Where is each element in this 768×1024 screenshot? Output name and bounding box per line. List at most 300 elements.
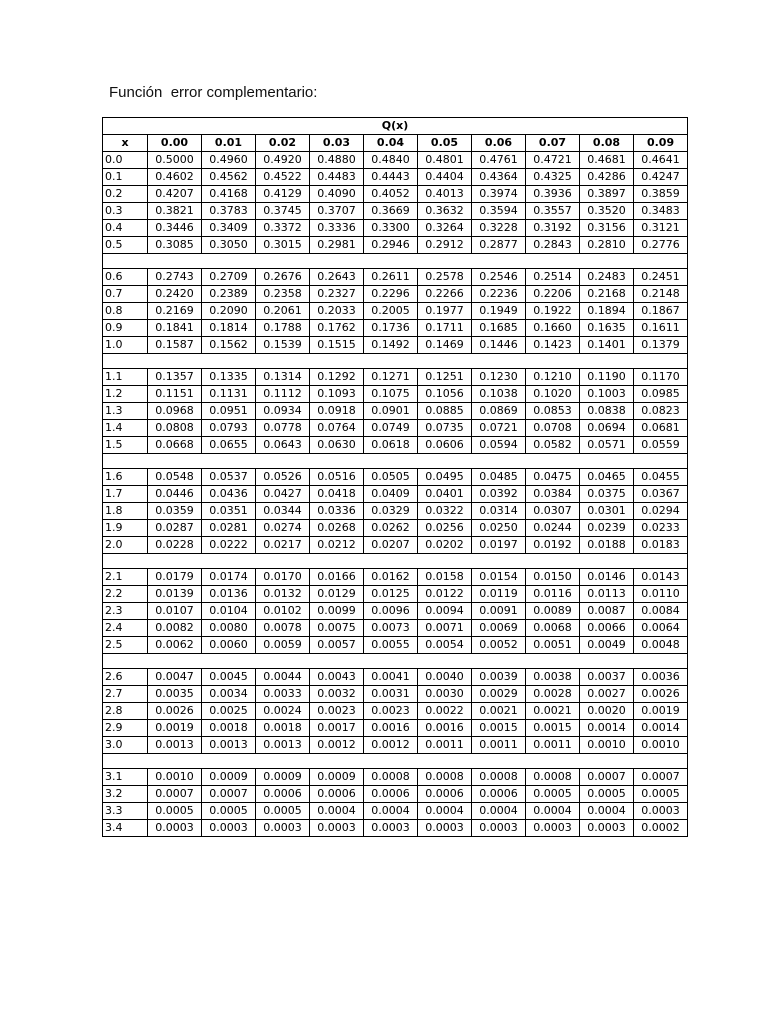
q-value-cell: 0.0143	[634, 569, 688, 586]
x-value-cell: 0.1	[103, 169, 148, 186]
q-value-cell: 0.0968	[148, 403, 202, 420]
q-value-cell: 0.0158	[418, 569, 472, 586]
q-value-cell: 0.4562	[202, 169, 256, 186]
q-value-cell: 0.1635	[580, 320, 634, 337]
q-value-cell: 0.0793	[202, 420, 256, 437]
q-value-cell: 0.2451	[634, 269, 688, 286]
q-value-cell: 0.0043	[310, 669, 364, 686]
q-value-cell: 0.0003	[580, 820, 634, 837]
q-value-cell: 0.0409	[364, 486, 418, 503]
q-value-cell: 0.0146	[580, 569, 634, 586]
q-value-cell: 0.0018	[256, 720, 310, 737]
q-value-cell: 0.0003	[418, 820, 472, 837]
spacer-cell	[103, 254, 688, 269]
q-value-cell: 0.0014	[580, 720, 634, 737]
x-value-cell: 1.5	[103, 437, 148, 454]
q-value-cell: 0.3897	[580, 186, 634, 203]
x-value-cell: 1.6	[103, 469, 148, 486]
q-value-cell: 0.0985	[634, 386, 688, 403]
q-value-cell: 0.0951	[202, 403, 256, 420]
q-value-cell: 0.0475	[526, 469, 580, 486]
group-spacer-row	[103, 354, 688, 369]
q-value-cell: 0.0045	[202, 669, 256, 686]
q-value-cell: 0.0006	[418, 786, 472, 803]
table-row	[103, 486, 688, 503]
q-value-cell: 0.1894	[580, 303, 634, 320]
x-value-cell: 2.0	[103, 537, 148, 554]
q-value-cell: 0.0262	[364, 520, 418, 537]
table-caption-row	[103, 118, 688, 135]
q-value-cell: 0.1093	[310, 386, 364, 403]
q-value-cell: 0.0048	[634, 637, 688, 654]
q-value-cell: 0.0392	[472, 486, 526, 503]
q-value-cell: 0.1423	[526, 337, 580, 354]
q-value-cell: 0.0007	[202, 786, 256, 803]
q-value-cell: 0.0080	[202, 620, 256, 637]
q-value-cell: 0.0643	[256, 437, 310, 454]
q-value-cell: 0.4404	[418, 169, 472, 186]
q-value-cell: 0.0005	[202, 803, 256, 820]
q-value-cell: 0.1271	[364, 369, 418, 386]
q-value-cell: 0.0021	[472, 703, 526, 720]
table-row	[103, 152, 688, 169]
q-value-cell: 0.0113	[580, 586, 634, 603]
q-value-cell: 0.0107	[148, 603, 202, 620]
q-value-cell: 0.0007	[580, 769, 634, 786]
q-value-cell: 0.2676	[256, 269, 310, 286]
q-value-cell: 0.0005	[580, 786, 634, 803]
column-header: 0.06	[472, 135, 526, 152]
q-value-cell: 0.0918	[310, 403, 364, 420]
column-header: 0.07	[526, 135, 580, 152]
q-value-cell: 0.0188	[580, 537, 634, 554]
q-value-cell: 0.0162	[364, 569, 418, 586]
table-caption: Q(x)	[103, 118, 688, 135]
q-value-cell: 0.0015	[526, 720, 580, 737]
q-value-cell: 0.4247	[634, 169, 688, 186]
q-value-cell: 0.1446	[472, 337, 526, 354]
table-row	[103, 637, 688, 654]
q-value-cell: 0.0808	[148, 420, 202, 437]
q-value-cell: 0.0606	[418, 437, 472, 454]
q-value-cell: 0.0019	[148, 720, 202, 737]
table-row	[103, 686, 688, 703]
q-value-cell: 0.4920	[256, 152, 310, 169]
q-value-cell: 0.2514	[526, 269, 580, 286]
q-value-cell: 0.0110	[634, 586, 688, 603]
q-value-cell: 0.0003	[148, 820, 202, 837]
q-value-cell: 0.0244	[526, 520, 580, 537]
q-value-cell: 0.0041	[364, 669, 418, 686]
q-value-cell: 0.0019	[634, 703, 688, 720]
q-value-cell: 0.0526	[256, 469, 310, 486]
q-value-cell: 0.3707	[310, 203, 364, 220]
x-value-cell: 0.9	[103, 320, 148, 337]
table-header-row	[103, 135, 688, 152]
q-value-cell: 0.2709	[202, 269, 256, 286]
q-value-cell: 0.0038	[526, 669, 580, 686]
group-spacer-row	[103, 254, 688, 269]
q-value-cell: 0.1151	[148, 386, 202, 403]
x-value-cell: 0.4	[103, 220, 148, 237]
spacer-cell	[103, 454, 688, 469]
q-value-cell: 0.0096	[364, 603, 418, 620]
q-value-cell: 0.1977	[418, 303, 472, 320]
q-value-cell: 0.1814	[202, 320, 256, 337]
x-value-cell: 2.8	[103, 703, 148, 720]
table-row	[103, 303, 688, 320]
q-value-cell: 0.2033	[310, 303, 364, 320]
q-value-cell: 0.0007	[634, 769, 688, 786]
x-value-cell: 2.3	[103, 603, 148, 620]
q-value-cell: 0.0091	[472, 603, 526, 620]
q-value-cell: 0.0548	[148, 469, 202, 486]
q-value-cell: 0.0455	[634, 469, 688, 486]
q-value-cell: 0.3228	[472, 220, 526, 237]
q-value-cell: 0.1562	[202, 337, 256, 354]
q-value-cell: 0.2206	[526, 286, 580, 303]
q-value-cell: 0.0307	[526, 503, 580, 520]
q-value-cell: 0.0015	[472, 720, 526, 737]
q-value-cell: 0.0233	[634, 520, 688, 537]
q-value-cell: 0.0274	[256, 520, 310, 537]
q-value-cell: 0.0192	[526, 537, 580, 554]
q-value-cell: 0.1736	[364, 320, 418, 337]
q-value-cell: 0.0446	[148, 486, 202, 503]
q-value-cell: 0.3859	[634, 186, 688, 203]
x-value-cell: 2.7	[103, 686, 148, 703]
q-value-cell: 0.3821	[148, 203, 202, 220]
q-value-cell: 0.0034	[202, 686, 256, 703]
q-value-cell: 0.2090	[202, 303, 256, 320]
q-value-cell: 0.1056	[418, 386, 472, 403]
column-header: 0.09	[634, 135, 688, 152]
q-value-cell: 0.1922	[526, 303, 580, 320]
q-value-cell: 0.5000	[148, 152, 202, 169]
x-value-cell: 1.4	[103, 420, 148, 437]
q-value-cell: 0.0465	[580, 469, 634, 486]
q-value-cell: 0.0013	[148, 737, 202, 754]
q-value-cell: 0.2643	[310, 269, 364, 286]
q-value-cell: 0.0436	[202, 486, 256, 503]
q-value-cell: 0.0003	[364, 820, 418, 837]
q-value-cell: 0.4602	[148, 169, 202, 186]
q-value-cell: 0.0427	[256, 486, 310, 503]
q-value-cell: 0.1469	[418, 337, 472, 354]
q-value-cell: 0.0087	[580, 603, 634, 620]
q-value-cell: 0.0166	[310, 569, 364, 586]
q-value-cell: 0.0047	[148, 669, 202, 686]
q-value-cell: 0.0031	[364, 686, 418, 703]
q-value-cell: 0.0004	[580, 803, 634, 820]
q-value-cell: 0.0217	[256, 537, 310, 554]
q-value-cell: 0.0037	[580, 669, 634, 686]
q-value-cell: 0.0003	[472, 820, 526, 837]
q-value-cell: 0.0008	[526, 769, 580, 786]
q-value-cell: 0.0011	[418, 737, 472, 754]
x-value-cell: 0.6	[103, 269, 148, 286]
q-value-cell: 0.3300	[364, 220, 418, 237]
q-value-cell: 0.0250	[472, 520, 526, 537]
q-value-cell: 0.0025	[202, 703, 256, 720]
x-value-cell: 2.1	[103, 569, 148, 586]
x-value-cell: 0.5	[103, 237, 148, 254]
table-row	[103, 786, 688, 803]
q-value-cell: 0.0024	[256, 703, 310, 720]
q-value-cell: 0.0018	[202, 720, 256, 737]
q-value-cell: 0.0150	[526, 569, 580, 586]
q-value-cell: 0.4207	[148, 186, 202, 203]
q-value-cell: 0.0003	[256, 820, 310, 837]
q-value-cell: 0.0183	[634, 537, 688, 554]
q-value-cell: 0.0322	[418, 503, 472, 520]
q-value-cell: 0.0136	[202, 586, 256, 603]
table-row	[103, 203, 688, 220]
q-value-cell: 0.0132	[256, 586, 310, 603]
q-value-cell: 0.0010	[634, 737, 688, 754]
x-value-cell: 1.7	[103, 486, 148, 503]
q-value-cell: 0.0082	[148, 620, 202, 637]
table-row	[103, 720, 688, 737]
q-value-cell: 0.3192	[526, 220, 580, 237]
q-value-cell: 0.0008	[472, 769, 526, 786]
q-value-cell: 0.2743	[148, 269, 202, 286]
q-value-cell: 0.3409	[202, 220, 256, 237]
table-row	[103, 269, 688, 286]
column-header: 0.04	[364, 135, 418, 152]
q-value-cell: 0.0006	[256, 786, 310, 803]
q-value-cell: 0.4286	[580, 169, 634, 186]
table-row	[103, 369, 688, 386]
document-title: Función error complementario:	[109, 84, 318, 101]
q-value-cell: 0.1075	[364, 386, 418, 403]
q-value-cell: 0.0064	[634, 620, 688, 637]
q-value-cell: 0.0125	[364, 586, 418, 603]
q-value-cell: 0.0008	[418, 769, 472, 786]
q-value-cell: 0.0051	[526, 637, 580, 654]
q-value-cell: 0.0694	[580, 420, 634, 437]
q-value-cell: 0.0002	[634, 820, 688, 837]
q-value-cell: 0.0007	[148, 786, 202, 803]
q-value-cell: 0.2169	[148, 303, 202, 320]
table-row	[103, 403, 688, 420]
table-row	[103, 769, 688, 786]
q-value-cell: 0.1292	[310, 369, 364, 386]
table-row	[103, 386, 688, 403]
q-value-cell: 0.3745	[256, 203, 310, 220]
q-value-cell: 0.0020	[580, 703, 634, 720]
x-value-cell: 2.6	[103, 669, 148, 686]
q-value-cell: 0.1949	[472, 303, 526, 320]
q-value-cell: 0.1210	[526, 369, 580, 386]
q-value-cell: 0.3669	[364, 203, 418, 220]
q-value-cell: 0.0014	[634, 720, 688, 737]
q-value-cell: 0.0202	[418, 537, 472, 554]
q-value-cell: 0.0004	[364, 803, 418, 820]
q-value-cell: 0.0823	[634, 403, 688, 420]
q-value-cell: 0.4960	[202, 152, 256, 169]
x-value-cell: 0.7	[103, 286, 148, 303]
q-value-cell: 0.0485	[472, 469, 526, 486]
q-value-cell: 0.1038	[472, 386, 526, 403]
q-value-cell: 0.0006	[364, 786, 418, 803]
q-value-cell: 0.1335	[202, 369, 256, 386]
q-value-cell: 0.1539	[256, 337, 310, 354]
q-value-cell: 0.0139	[148, 586, 202, 603]
q-value-cell: 0.4129	[256, 186, 310, 203]
q-value-cell: 0.0582	[526, 437, 580, 454]
q-value-cell: 0.0013	[202, 737, 256, 754]
q-value-cell: 0.3121	[634, 220, 688, 237]
q-value-cell: 0.0228	[148, 537, 202, 554]
column-header: 0.05	[418, 135, 472, 152]
q-value-cell: 0.0102	[256, 603, 310, 620]
group-spacer-row	[103, 654, 688, 669]
q-value-cell: 0.3632	[418, 203, 472, 220]
q-value-cell: 0.0057	[310, 637, 364, 654]
q-value-cell: 0.0026	[148, 703, 202, 720]
q-value-cell: 0.4721	[526, 152, 580, 169]
q-value-cell: 0.4168	[202, 186, 256, 203]
q-value-cell: 0.1762	[310, 320, 364, 337]
q-value-cell: 0.0016	[364, 720, 418, 737]
q-value-cell: 0.0012	[310, 737, 364, 754]
q-value-cell: 0.0505	[364, 469, 418, 486]
x-value-cell: 1.2	[103, 386, 148, 403]
q-value-cell: 0.0068	[526, 620, 580, 637]
q-value-cell: 0.4090	[310, 186, 364, 203]
q-value-cell: 0.0006	[310, 786, 364, 803]
q-value-cell: 0.1314	[256, 369, 310, 386]
q-value-cell: 0.2358	[256, 286, 310, 303]
q-value-cell: 0.0013	[256, 737, 310, 754]
q-value-cell: 0.0174	[202, 569, 256, 586]
x-value-cell: 2.4	[103, 620, 148, 637]
q-value-cell: 0.0011	[472, 737, 526, 754]
q-value-cell: 0.0668	[148, 437, 202, 454]
q-value-cell: 0.3446	[148, 220, 202, 237]
q-value-cell: 0.0005	[148, 803, 202, 820]
q-value-cell: 0.0630	[310, 437, 364, 454]
q-value-cell: 0.4052	[364, 186, 418, 203]
q-value-cell: 0.0154	[472, 569, 526, 586]
q-value-cell: 0.2148	[634, 286, 688, 303]
x-value-cell: 2.9	[103, 720, 148, 737]
q-value-cell: 0.4325	[526, 169, 580, 186]
q-value-cell: 0.3050	[202, 237, 256, 254]
q-value-cell: 0.3156	[580, 220, 634, 237]
q-value-cell: 0.0170	[256, 569, 310, 586]
q-value-cell: 0.0003	[634, 803, 688, 820]
q-value-cell: 0.0239	[580, 520, 634, 537]
column-header: 0.01	[202, 135, 256, 152]
q-value-cell: 0.0853	[526, 403, 580, 420]
q-value-cell: 0.4641	[634, 152, 688, 169]
q-value-cell: 0.0005	[256, 803, 310, 820]
q-value-cell: 0.0059	[256, 637, 310, 654]
q-value-cell: 0.3783	[202, 203, 256, 220]
q-value-cell: 0.0009	[256, 769, 310, 786]
q-value-cell: 0.1587	[148, 337, 202, 354]
q-value-cell: 0.0571	[580, 437, 634, 454]
q-value-cell: 0.0537	[202, 469, 256, 486]
q-value-cell: 0.0778	[256, 420, 310, 437]
q-value-cell: 0.2611	[364, 269, 418, 286]
q-value-cell: 0.0044	[256, 669, 310, 686]
table-row	[103, 569, 688, 586]
q-value-cell: 0.0003	[526, 820, 580, 837]
q-value-cell: 0.0008	[364, 769, 418, 786]
q-value-cell: 0.2327	[310, 286, 364, 303]
q-value-cell: 0.2005	[364, 303, 418, 320]
q-value-cell: 0.3015	[256, 237, 310, 254]
q-value-cell: 0.0030	[418, 686, 472, 703]
q-value-cell: 0.0071	[418, 620, 472, 637]
table-row	[103, 169, 688, 186]
q-value-cell: 0.0375	[580, 486, 634, 503]
q-value-cell: 0.0005	[634, 786, 688, 803]
q-value-cell: 0.0003	[310, 820, 364, 837]
q-value-cell: 0.0516	[310, 469, 364, 486]
column-header-x: x	[103, 135, 148, 152]
q-value-cell: 0.1401	[580, 337, 634, 354]
q-value-cell: 0.0052	[472, 637, 526, 654]
q-value-cell: 0.0655	[202, 437, 256, 454]
q-value-cell: 0.0010	[148, 769, 202, 786]
q-value-cell: 0.0384	[526, 486, 580, 503]
table-row	[103, 620, 688, 637]
x-value-cell: 3.0	[103, 737, 148, 754]
q-value-cell: 0.0012	[364, 737, 418, 754]
column-header: 0.00	[148, 135, 202, 152]
q-value-cell: 0.1711	[418, 320, 472, 337]
q-value-cell: 0.4880	[310, 152, 364, 169]
q-value-cell: 0.0078	[256, 620, 310, 637]
q-value-cell: 0.0049	[580, 637, 634, 654]
q-value-cell: 0.3936	[526, 186, 580, 203]
q-value-cell: 0.0594	[472, 437, 526, 454]
q-value-cell: 0.0004	[310, 803, 364, 820]
column-header: 0.02	[256, 135, 310, 152]
q-value-cell: 0.0069	[472, 620, 526, 637]
q-value-cell: 0.0268	[310, 520, 364, 537]
q-value-cell: 0.0066	[580, 620, 634, 637]
q-value-cell: 0.4840	[364, 152, 418, 169]
q-value-cell: 0.3372	[256, 220, 310, 237]
q-value-cell: 0.3520	[580, 203, 634, 220]
q-value-cell: 0.0179	[148, 569, 202, 586]
q-value-cell: 0.0336	[310, 503, 364, 520]
q-value-cell: 0.0294	[634, 503, 688, 520]
q-value-cell: 0.3085	[148, 237, 202, 254]
q-value-cell: 0.2266	[418, 286, 472, 303]
table-row	[103, 669, 688, 686]
table-row	[103, 803, 688, 820]
q-value-cell: 0.0054	[418, 637, 472, 654]
q-value-cell: 0.0032	[310, 686, 364, 703]
group-spacer-row	[103, 754, 688, 769]
spacer-cell	[103, 554, 688, 569]
q-value-cell: 0.0301	[580, 503, 634, 520]
q-value-cell: 0.0222	[202, 537, 256, 554]
q-value-cell: 0.2236	[472, 286, 526, 303]
x-value-cell: 3.4	[103, 820, 148, 837]
q-value-cell: 0.0011	[526, 737, 580, 754]
q-value-cell: 0.0207	[364, 537, 418, 554]
q-value-cell: 0.0039	[472, 669, 526, 686]
x-value-cell: 3.1	[103, 769, 148, 786]
x-value-cell: 1.1	[103, 369, 148, 386]
